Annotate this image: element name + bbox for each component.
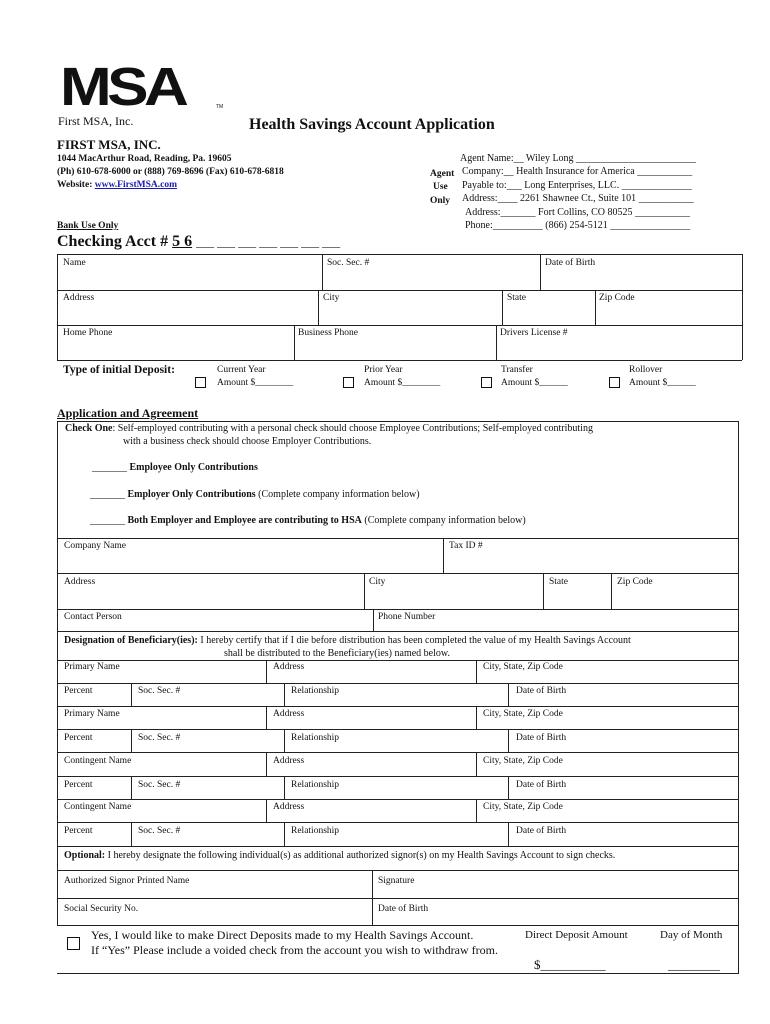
employer-company-name-label: Company Name — [64, 541, 127, 551]
option-title: Employee Only Contributions — [127, 462, 258, 473]
beneficiary-csz-label: City, State, Zip Code — [483, 756, 563, 766]
contribution-option-employer[interactable] — [90, 489, 420, 500]
employer-zip-label: Zip Code — [617, 577, 653, 587]
beneficiary-name-label: Contingent Name — [64, 802, 132, 812]
check-one-text-2: with a business check should choose Employer Contributions. — [123, 436, 372, 447]
beneficiary-text: I hereby certify that if I die before distribution has been completed the value of my Health Savings Account — [197, 635, 631, 646]
beneficiary-address-label: Address — [273, 709, 305, 719]
beneficiary-relationship-label: Relationship — [291, 733, 340, 743]
deposit-prior-year-amount: Amount $________ — [364, 378, 441, 388]
beneficiary-csz-label: City, State, Zip Code — [483, 802, 563, 812]
beneficiary-csz-label: City, State, Zip Code — [483, 662, 563, 672]
direct-deposit-checkbox[interactable] — [67, 937, 80, 950]
beneficiary-address-label: Address — [273, 756, 305, 766]
page-title: Health Savings Account Application — [249, 116, 495, 133]
website-link[interactable]: www.FirstMSA.com — [94, 180, 178, 190]
applicant-dob-label: Date of Birth — [545, 258, 596, 268]
check-one-body: : Self-employed contributing with a personal check should choose Employee Contributions; Self-employed contributing — [112, 423, 593, 434]
contribution-option-both[interactable] — [90, 515, 526, 526]
beneficiary-csz-label: City, State, Zip Code — [483, 709, 563, 719]
deposit-rollover-title: Rollover — [629, 365, 663, 375]
logo-mark: MSA — [60, 57, 185, 117]
day-of-month-field[interactable]: ________ — [668, 957, 720, 972]
beneficiary-percent-label: Percent — [64, 733, 93, 743]
agent-line: Payable to:___ Long Enterprises, LLC. ______________ — [462, 180, 692, 191]
beneficiary-dob-label: Date of Birth — [516, 826, 567, 836]
company-website-row — [57, 180, 177, 190]
applicant-license-label: Drivers License # — [500, 328, 568, 338]
beneficiary-ssn-label: Soc. Sec. # — [138, 826, 181, 836]
website-label: Website: — [57, 180, 95, 190]
employer-address-label: Address — [64, 577, 96, 587]
company-logo — [58, 57, 233, 132]
direct-deposit-amount-field[interactable]: $__________ — [534, 957, 606, 972]
option-title: Employer Only Contributions — [125, 489, 256, 500]
beneficiary-dob-label: Date of Birth — [516, 733, 567, 743]
option-note: (Complete company information below) — [361, 515, 526, 526]
checking-blanks: ___ ___ ___ ___ ___ ___ ___ — [196, 235, 341, 249]
agent-side-label-1: Agent — [430, 169, 455, 179]
option-blank[interactable]: _______ — [90, 515, 125, 526]
beneficiary-address-label: Address — [273, 802, 305, 812]
beneficiary-ssn-label: Soc. Sec. # — [138, 686, 181, 696]
option-blank[interactable]: _______ — [90, 489, 125, 500]
agent-side-label-3: Only — [430, 196, 451, 206]
agent-line: Address:_______ Fort Collins, CO 80525 ___________ — [465, 207, 691, 218]
deposit-transfer-amount: Amount $______ — [501, 378, 568, 388]
beneficiary-name-label: Primary Name — [64, 662, 120, 672]
agent-line: Company:__ Health Insurance for America ___________ — [462, 166, 693, 177]
checking-digits: 5 6 — [172, 233, 193, 250]
direct-deposit-line1: Yes, I would like to make Direct Deposits made to my Health Savings Account. — [91, 928, 474, 942]
employer-phone-label: Phone Number — [378, 612, 436, 622]
signor-dob-label: Date of Birth — [378, 904, 429, 914]
applicant-zip-label: Zip Code — [599, 293, 635, 303]
deposit-prior-year-title: Prior Year — [364, 365, 403, 375]
check-one-label: Check One — [65, 423, 113, 434]
employer-tax-id-label: Tax ID # — [449, 541, 483, 551]
employer-state-label: State — [549, 577, 568, 587]
logo-tm: TM — [216, 104, 224, 110]
beneficiary-address-label: Address — [273, 662, 305, 672]
applicant-name-label: Name — [63, 258, 86, 268]
beneficiary-statement — [64, 635, 631, 646]
bank-use-label: Bank Use Only — [57, 221, 119, 231]
deposit-prior-year-checkbox[interactable] — [343, 377, 354, 388]
deposit-type-label: Type of initial Deposit: — [63, 364, 175, 376]
company-phones: (Ph) 610-678-6000 or (888) 769-8696 (Fax) 610-678-6818 — [57, 167, 284, 177]
contribution-option-employee[interactable] — [92, 462, 258, 473]
agent-line: Address:____ 2261 Shawnee Ct., Suite 101 ___________ — [462, 193, 694, 204]
deposit-transfer-checkbox[interactable] — [481, 377, 492, 388]
beneficiary-percent-label: Percent — [64, 780, 93, 790]
company-name: FIRST MSA, INC. — [57, 137, 161, 152]
beneficiary-name-label: Primary Name — [64, 709, 120, 719]
beneficiary-statement-2: shall be distributed to the Beneficiary(ies) named below. — [224, 648, 450, 659]
direct-deposit-amount-label: Direct Deposit Amount — [525, 929, 628, 941]
deposit-rollover-checkbox[interactable] — [609, 377, 620, 388]
employer-contact-label: Contact Person — [64, 612, 122, 622]
company-address: 1044 MacArthur Road, Reading, Pa. 19605 — [57, 154, 232, 164]
beneficiary-percent-label: Percent — [64, 826, 93, 836]
beneficiary-ssn-label: Soc. Sec. # — [138, 780, 181, 790]
beneficiary-ssn-label: Soc. Sec. # — [138, 733, 181, 743]
beneficiary-percent-label: Percent — [64, 686, 93, 696]
deposit-rollover-amount: Amount $______ — [629, 378, 696, 388]
agreement-heading: Application and Agreement — [57, 406, 199, 420]
beneficiary-relationship-label: Relationship — [291, 780, 340, 790]
signor-ssn-label: Social Security No. — [64, 904, 139, 914]
signor-signature-label: Signature — [378, 876, 415, 886]
beneficiary-label: Designation of Beneficiary(ies): — [64, 635, 198, 646]
employer-city-label: City — [369, 577, 386, 587]
direct-deposit-line2: If “Yes” Please include a voided check from the account you wish to withdraw from. — [91, 943, 498, 957]
agent-line: Phone:__________ (866) 254-5121 ________________ — [465, 220, 691, 231]
beneficiary-dob-label: Date of Birth — [516, 686, 567, 696]
check-one-text — [65, 423, 593, 434]
beneficiary-relationship-label: Relationship — [291, 686, 340, 696]
beneficiary-relationship-label: Relationship — [291, 826, 340, 836]
optional-text: I hereby designate the following individual(s) as additional authorized signor(s) on my Health Savings Account to sign checks. — [105, 850, 616, 861]
beneficiary-name-label: Contingent Name — [64, 756, 132, 766]
checking-acct — [57, 233, 340, 251]
option-note: (Complete company information below) — [255, 489, 420, 500]
checking-label: Checking Acct # — [57, 233, 173, 250]
applicant-state-label: State — [507, 293, 526, 303]
applicant-address-label: Address — [63, 293, 95, 303]
optional-statement — [64, 850, 615, 861]
option-blank[interactable]: _______ — [92, 462, 127, 473]
deposit-current-year-title: Current Year — [217, 365, 266, 375]
applicant-business-phone-label: Business Phone — [298, 328, 358, 338]
day-of-month-label: Day of Month — [660, 929, 723, 941]
agent-line: Agent Name:__ Wiley Long ________________________ — [460, 153, 697, 164]
logo-company-name: First MSA, Inc. — [58, 114, 134, 128]
applicant-home-phone-label: Home Phone — [63, 328, 113, 338]
beneficiary-dob-label: Date of Birth — [516, 780, 567, 790]
optional-label: Optional: — [64, 850, 106, 861]
applicant-ssn-label: Soc. Sec. # — [327, 258, 370, 268]
applicant-city-label: City — [323, 293, 340, 303]
deposit-current-year-amount: Amount $________ — [217, 378, 294, 388]
signor-name-label: Authorized Signor Printed Name — [64, 876, 190, 886]
option-title: Both Employer and Employee are contributing to HSA — [125, 515, 362, 526]
deposit-current-year-checkbox[interactable] — [195, 377, 206, 388]
agent-side-label-2: Use — [433, 182, 448, 192]
deposit-transfer-title: Transfer — [501, 365, 533, 375]
